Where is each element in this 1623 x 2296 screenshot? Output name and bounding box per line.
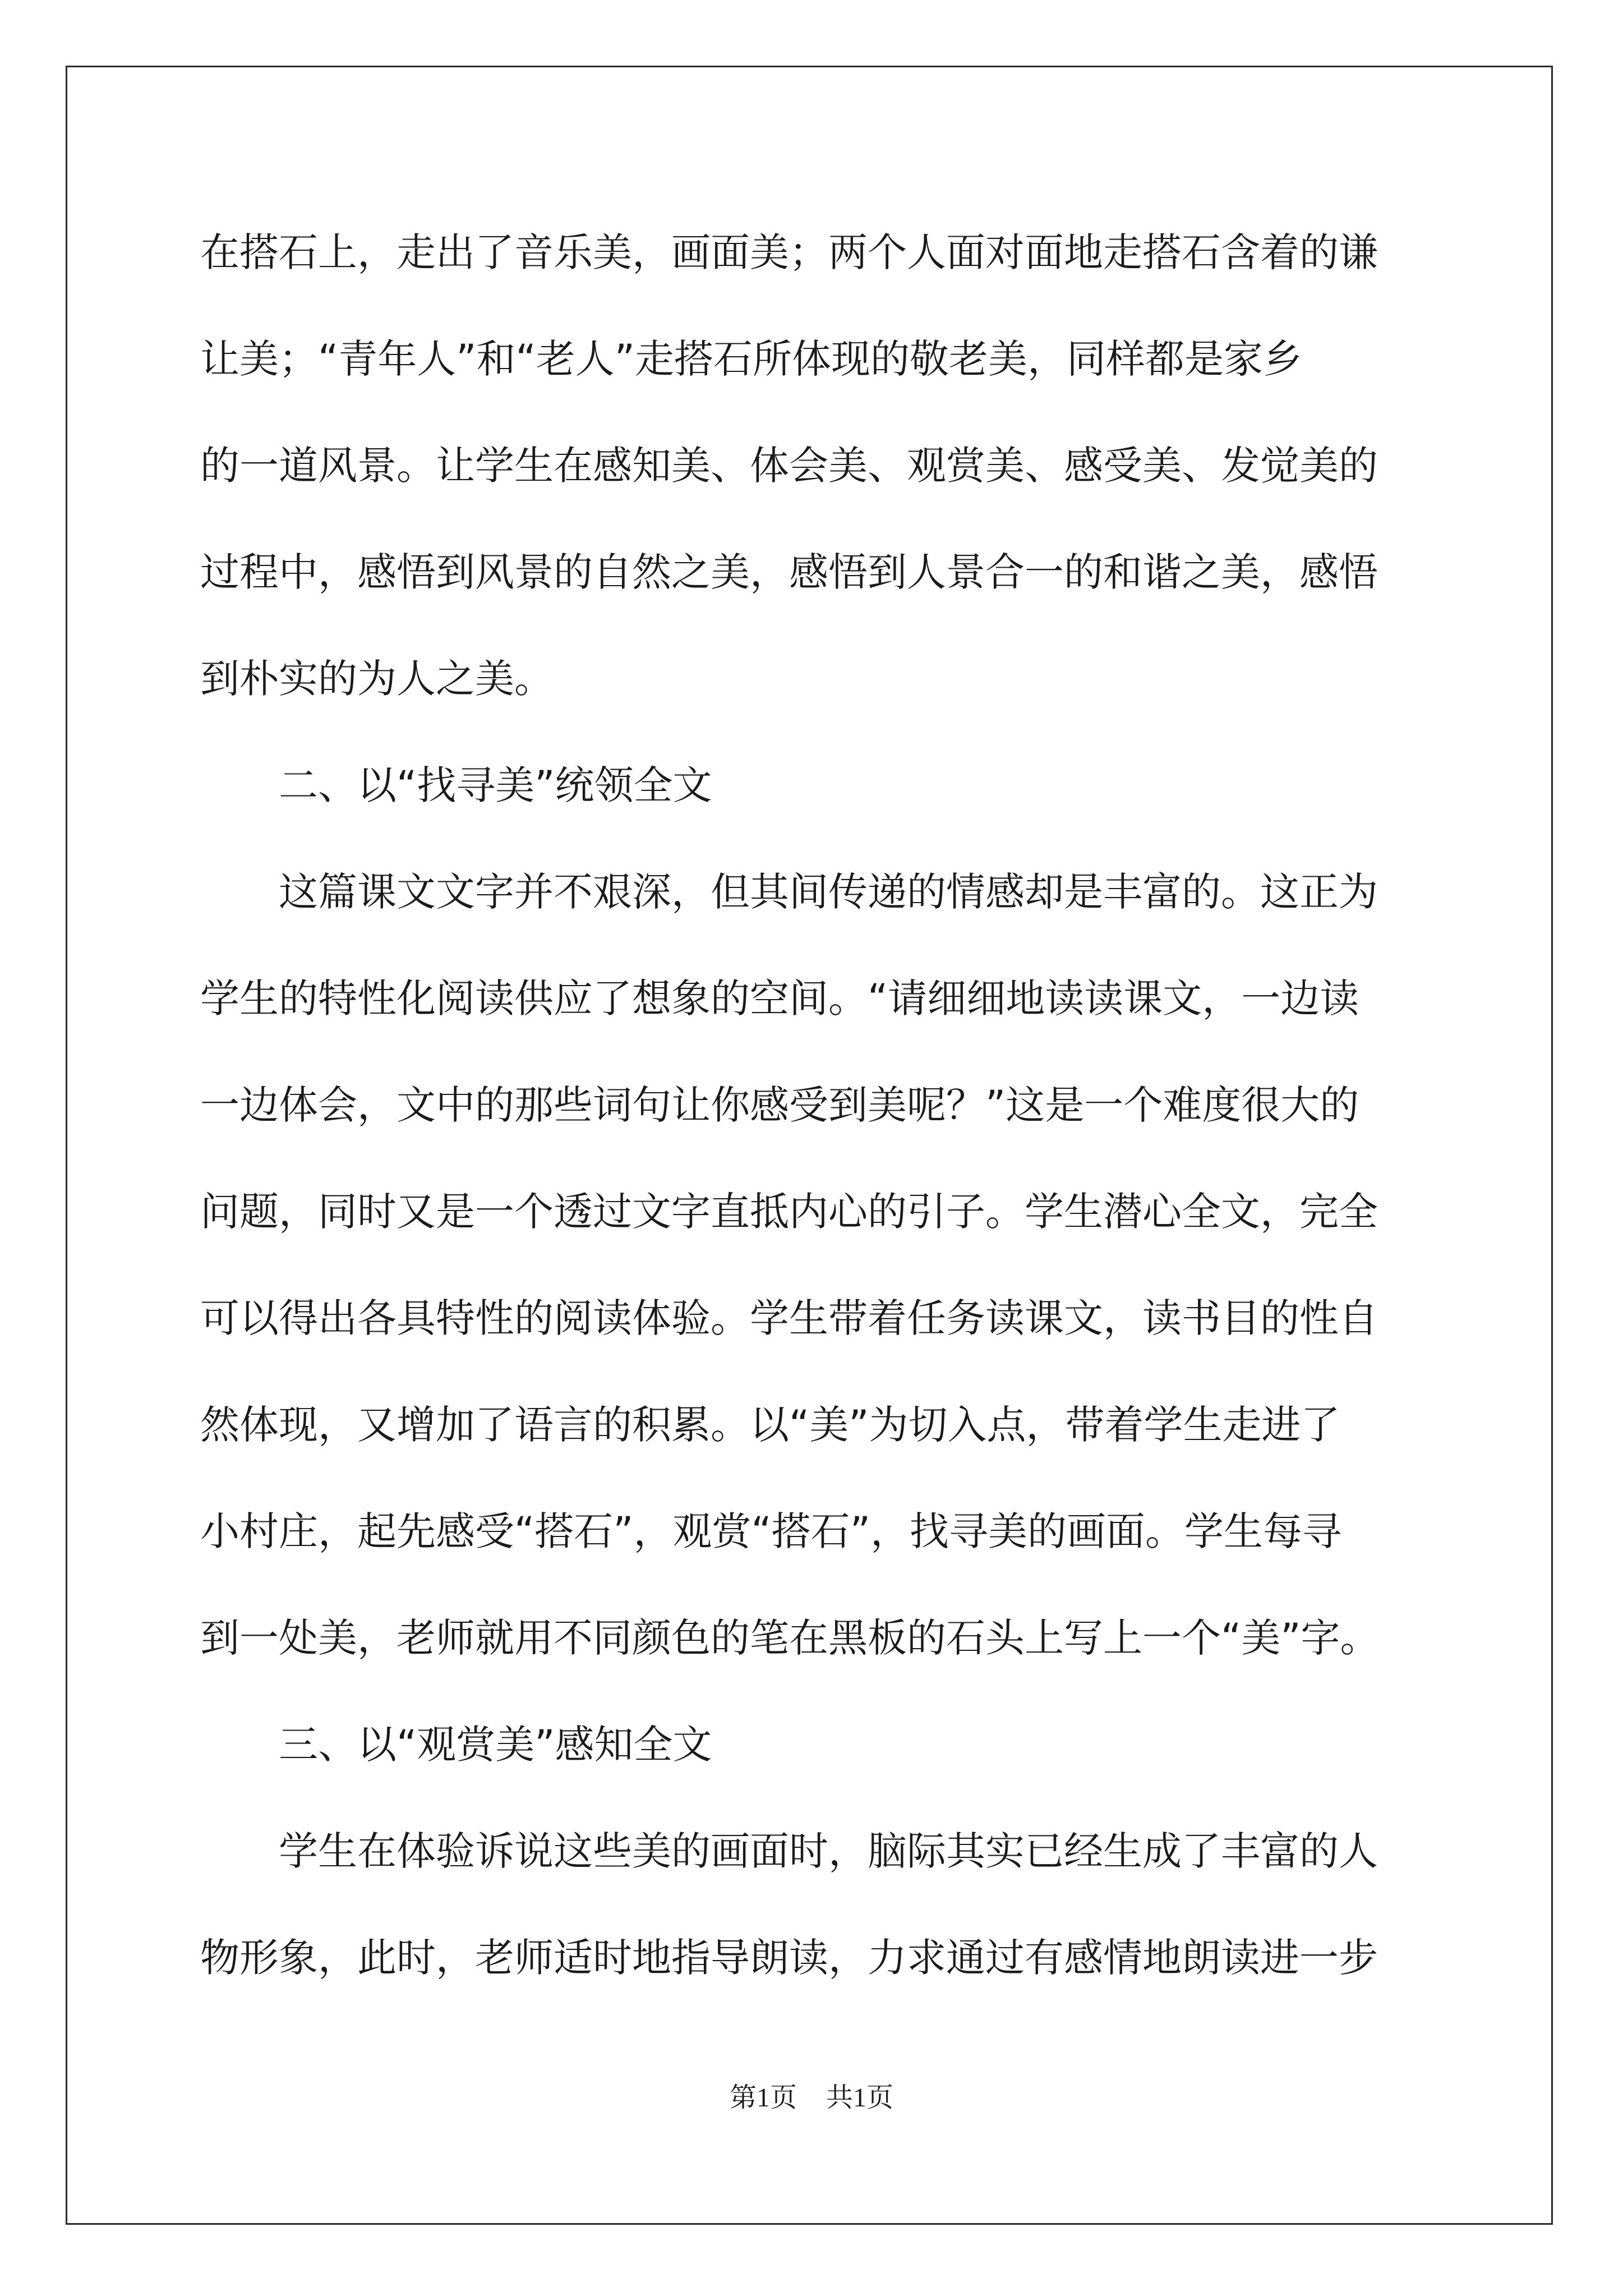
- page-footer: [0, 2081, 1623, 2115]
- paragraph-line: 物形象，此时，老师适时地指导朗读，力求通过有感情地朗读进一步: [200, 1935, 1378, 1981]
- paragraph-line: 小村庄，起先感受“搭石”，观赏“搭石”，找寻美的画面。学生每寻: [200, 1508, 1342, 1554]
- paragraph-line: 这篇课文文字并不艰深，但其间传递的情感却是丰富的。这正为: [279, 869, 1378, 915]
- paragraph-line: 到朴实的为人之美。: [200, 656, 554, 702]
- paragraph-line: 过程中，感悟到风景的自然之美，感悟到人景合一的和谐之美，感悟: [200, 549, 1378, 595]
- paragraph-line: 到一处美，老师就用不同颜色的笔在黑板的石头上写上一个“美”字。: [200, 1615, 1380, 1661]
- paragraph-line: 在搭石上，走出了音乐美，画面美；两个人面对面地走搭石含着的谦: [200, 229, 1378, 275]
- page-number: 第1页: [729, 2083, 797, 2113]
- paragraph-line: 问题，同时又是一个透过文字直抵内心的引子。学生潜心全文，完全: [200, 1189, 1378, 1235]
- paragraph-line: 学生在体验诉说这些美的画面时，脑际其实已经生成了丰富的人: [279, 1828, 1378, 1874]
- page-total: 共1页: [826, 2083, 894, 2113]
- paragraph-line: 的一道风景。让学生在感知美、体会美、观赏美、感受美、发觉美的: [200, 443, 1378, 489]
- paragraph-line: 让美；“青年人”和“老人”走搭石所体现的敬老美，同样都是家乡: [200, 336, 1303, 382]
- page-border: [66, 66, 1553, 2225]
- paragraph-line: 学生的特性化阅读供应了想象的空间。“请细细地读读课文，一边读: [200, 976, 1359, 1022]
- section-heading: 二、以“找寻美”统领全文: [279, 762, 712, 808]
- paragraph-line: 可以得出各具特性的阅读体验。学生带着任务读课文，读书目的性自: [200, 1295, 1378, 1341]
- section-heading: 三、以“观赏美”感知全文: [279, 1722, 712, 1768]
- paragraph-line: 一边体会，文中的那些词句让你感受到美呢？”这是一个难度很大的: [200, 1082, 1359, 1128]
- paragraph-line: 然体现，又增加了语言的积累。以“美”为切入点，带着学生走进了: [200, 1402, 1340, 1448]
